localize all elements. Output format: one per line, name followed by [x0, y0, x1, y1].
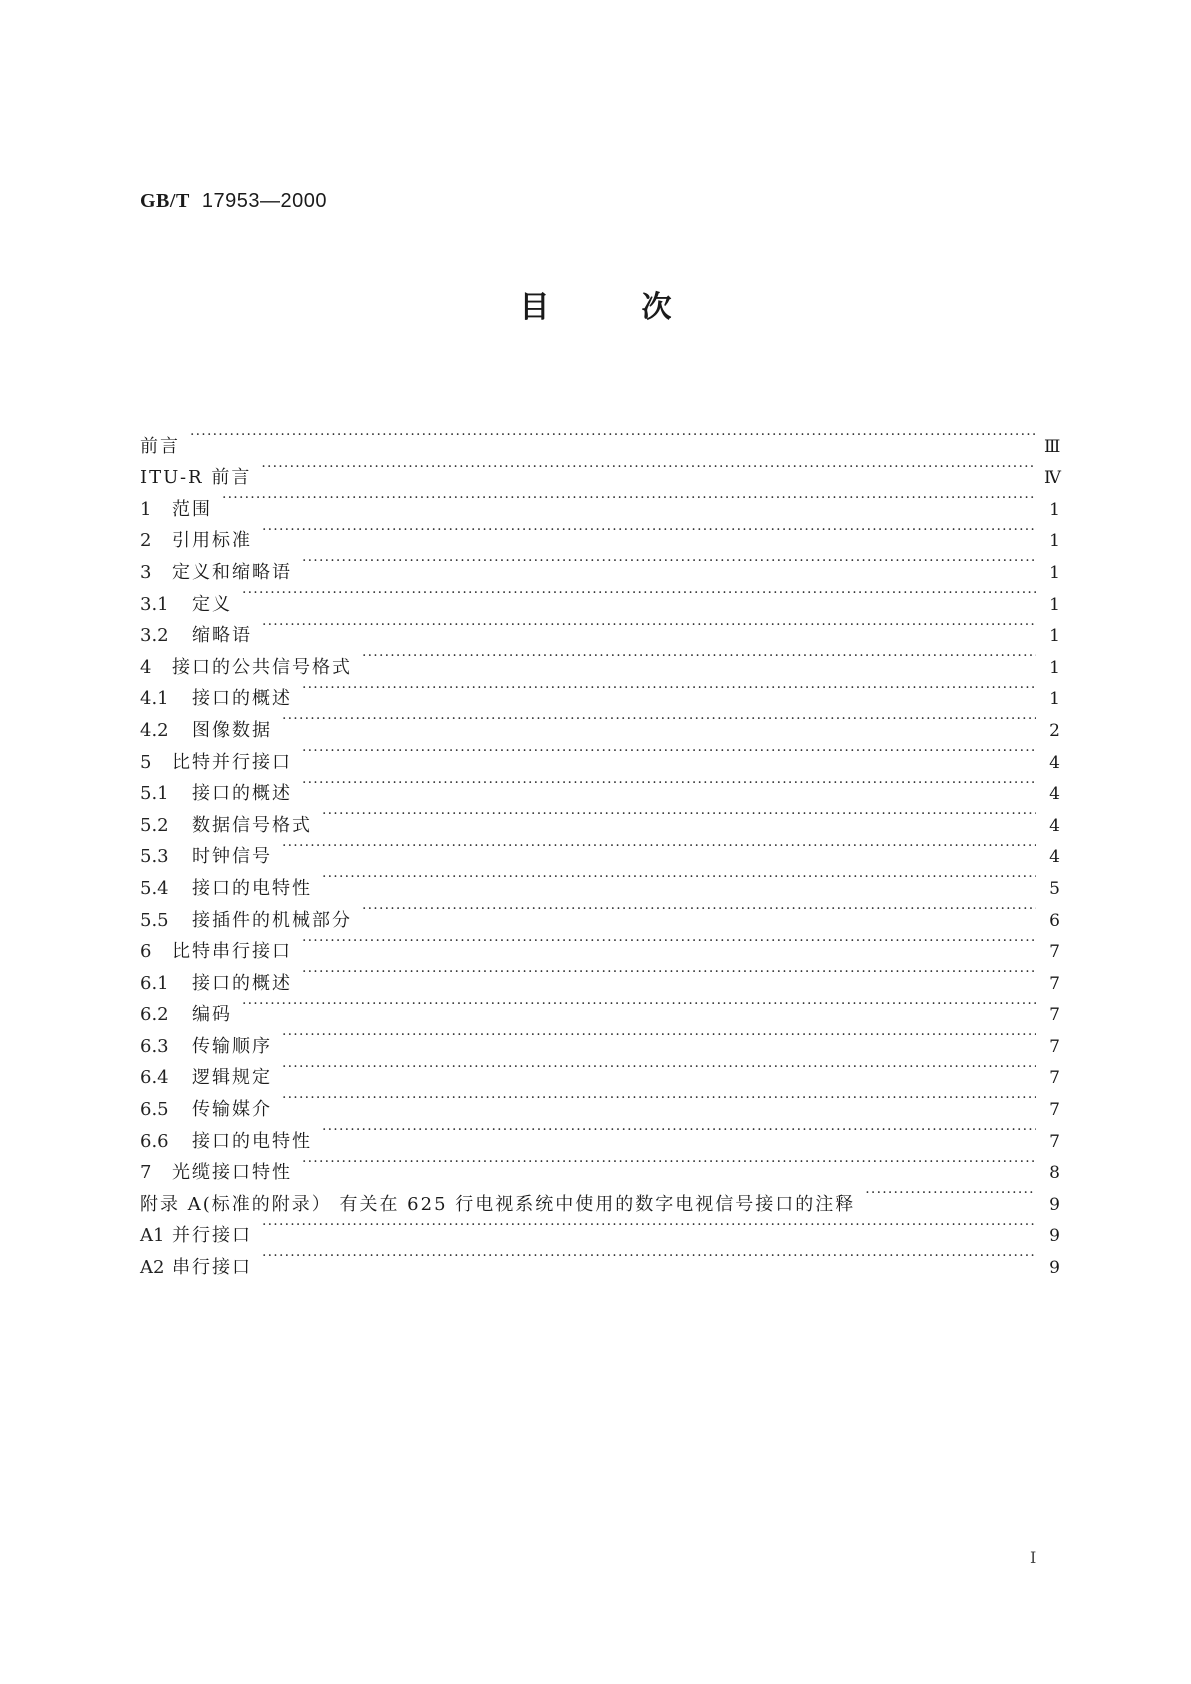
toc-entry-label: 缩略语 — [192, 625, 252, 647]
toc-entry-number: 6.5 — [140, 1099, 169, 1121]
toc-entry-page: 1 — [1049, 499, 1060, 520]
toc-entry-number: 6.4 — [140, 1067, 169, 1089]
toc-entry-page: 4 — [1049, 784, 1060, 805]
page-title: 目次 — [519, 290, 764, 325]
toc-dot-leader — [282, 1020, 1036, 1052]
toc-entry-label: 接口的概述 — [192, 972, 292, 994]
toc-dot-leader — [261, 452, 1036, 484]
standard-code-prefix: GB/T — [140, 190, 190, 212]
toc-dot-leader — [242, 578, 1036, 610]
toc-entry-number: 6.6 — [140, 1130, 169, 1152]
toc-dot-leader — [242, 989, 1036, 1021]
toc-entry-page: 7 — [1049, 1036, 1060, 1057]
toc-entry-number: 3.1 — [140, 593, 169, 615]
toc-entry-page: Ⅳ — [1044, 468, 1061, 489]
toc-entry-label: 接口的概述 — [192, 783, 292, 805]
toc-entry-page: 1 — [1049, 626, 1060, 647]
toc-entry-label: 光缆接口特性 — [172, 1162, 292, 1184]
toc-entry-label: 前言 — [140, 435, 180, 457]
toc-entry-number: 1 — [140, 498, 152, 520]
toc-entry-page: 1 — [1049, 562, 1060, 583]
toc-entry-label: 时钟信号 — [192, 846, 272, 868]
toc-dot-leader — [282, 704, 1036, 736]
toc-entry-number: 6.1 — [140, 972, 169, 994]
toc-entry-page: 7 — [1049, 973, 1060, 994]
toc-entry-page: 9 — [1049, 1226, 1060, 1247]
toc-entry-number: 5.2 — [140, 814, 169, 836]
standard-code — [140, 190, 327, 213]
toc-entry-page: 6 — [1049, 910, 1060, 931]
toc-dot-leader — [282, 1052, 1036, 1084]
toc-entry-number: 3.2 — [140, 625, 169, 647]
toc-entry-label: 附录 A(标准的附录） 有关在 625 行电视系统中使用的数字电视信号接口的注释 — [140, 1193, 856, 1215]
toc-entry-number: 5.3 — [140, 846, 169, 868]
toc-entry[interactable] — [140, 1241, 1060, 1279]
toc-dot-leader — [302, 768, 1036, 800]
toc-entry[interactable] — [140, 610, 1060, 647]
toc-entry[interactable] — [140, 452, 1061, 489]
toc-entry-page: 8 — [1049, 1163, 1060, 1184]
toc-entry[interactable] — [140, 483, 1060, 520]
toc-dot-leader — [362, 641, 1036, 673]
toc-entry-label: ITU-R 前言 — [140, 467, 252, 489]
toc-entry[interactable] — [140, 578, 1060, 615]
toc-dot-leader — [302, 1147, 1036, 1179]
toc-dot-leader — [262, 610, 1036, 642]
toc-entry-label: 引用标准 — [172, 530, 252, 552]
toc-entry-number: A2 — [140, 1257, 165, 1279]
standard-code-number: 17953—2000 — [201, 190, 328, 212]
toc-entry[interactable] — [140, 420, 1061, 457]
toc-entry-label: 定义 — [192, 593, 232, 615]
toc-dot-leader — [302, 926, 1036, 958]
toc-dot-leader — [262, 1241, 1036, 1273]
toc-entry-page: 4 — [1049, 815, 1060, 836]
toc-entry-label: 定义和缩略语 — [172, 561, 292, 583]
toc-dot-leader — [282, 831, 1036, 863]
toc-entry-page: 7 — [1049, 1131, 1060, 1152]
toc-entry-label: 串行接口 — [172, 1257, 252, 1279]
toc-dot-leader — [865, 1178, 1036, 1210]
toc-entry-number: 6.3 — [140, 1035, 169, 1057]
toc-entry-label: 编码 — [192, 1004, 232, 1026]
toc-dot-leader — [322, 862, 1036, 894]
toc-dot-leader — [190, 420, 1036, 452]
toc-entry-number: 5.1 — [140, 783, 169, 805]
toc-dot-leader — [302, 736, 1036, 768]
toc-entry-label: 传输顺序 — [192, 1035, 272, 1057]
toc-entry-label: 传输媒介 — [192, 1099, 272, 1121]
toc-entry-label: 接插件的机械部分 — [192, 909, 352, 931]
toc-entry-number: 4.2 — [140, 719, 169, 741]
toc-entry-number: A1 — [140, 1225, 165, 1247]
toc-entry-number: 4 — [140, 656, 152, 678]
toc-entry-label: 接口的公共信号格式 — [172, 656, 352, 678]
toc-entry-label: 范围 — [172, 498, 212, 520]
toc-dot-leader — [282, 1083, 1036, 1115]
toc-dot-leader — [262, 1210, 1036, 1242]
toc-entry-page: 4 — [1049, 752, 1060, 773]
toc-dot-leader — [302, 673, 1036, 705]
toc-dot-leader — [362, 894, 1036, 926]
toc-entry-label: 逻辑规定 — [192, 1067, 272, 1089]
toc-entry-page: 7 — [1049, 1005, 1060, 1026]
toc-dot-leader — [222, 483, 1036, 515]
toc-entry-page: 5 — [1049, 878, 1060, 899]
toc-entry-page: Ⅲ — [1044, 436, 1061, 457]
toc-dot-leader — [302, 957, 1036, 989]
toc-entry-number: 7 — [140, 1162, 152, 1184]
toc-entry-page: 1 — [1049, 594, 1060, 615]
toc-dot-leader — [322, 799, 1036, 831]
toc-dot-leader — [302, 546, 1036, 578]
toc-entry-label: 数据信号格式 — [192, 814, 312, 836]
toc-entry-page: 1 — [1049, 531, 1060, 552]
toc-entry-number: 2 — [140, 530, 152, 552]
toc-entry-page: 9 — [1049, 1258, 1060, 1279]
toc-entry[interactable] — [140, 546, 1060, 583]
toc-entry-label: 比特并行接口 — [172, 751, 292, 773]
toc-entry-number: 5.4 — [140, 877, 169, 899]
toc-entry-number: 5.5 — [140, 909, 169, 931]
toc-entry-page: 7 — [1049, 1100, 1060, 1121]
toc-entry-label: 并行接口 — [172, 1225, 252, 1247]
toc-entry-page: 4 — [1049, 847, 1060, 868]
toc-entry-label: 比特串行接口 — [172, 941, 292, 963]
toc-entry-label: 接口的电特性 — [192, 877, 312, 899]
toc-entry-number: 6 — [140, 941, 152, 963]
toc-dot-leader — [322, 1115, 1036, 1147]
toc-entry-page: 9 — [1049, 1194, 1060, 1215]
toc-entry[interactable] — [140, 1210, 1060, 1247]
toc-entry-number: 4.1 — [140, 688, 169, 710]
toc-entry[interactable] — [140, 1020, 1060, 1057]
toc-dot-leader — [262, 515, 1036, 547]
toc-entry-number: 3 — [140, 561, 152, 583]
toc-entry-page: 7 — [1049, 1068, 1060, 1089]
toc-entry[interactable] — [140, 641, 1060, 678]
table-of-contents — [140, 420, 1061, 1279]
toc-entry-number: 5 — [140, 751, 152, 773]
toc-entry-page: 7 — [1049, 942, 1060, 963]
toc-entry-page: 1 — [1049, 657, 1060, 678]
toc-entry[interactable] — [140, 515, 1060, 552]
toc-entry-page: 2 — [1049, 720, 1060, 741]
toc-entry-label: 图像数据 — [192, 719, 272, 741]
toc-entry-page: 1 — [1049, 689, 1060, 710]
toc-entry-label: 接口的电特性 — [192, 1130, 312, 1152]
toc-entry-label: 接口的概述 — [192, 688, 292, 710]
footer-page-number: Ⅰ — [1030, 1548, 1037, 1567]
toc-entry-number: 6.2 — [140, 1004, 169, 1026]
toc-entry[interactable] — [140, 989, 1060, 1026]
